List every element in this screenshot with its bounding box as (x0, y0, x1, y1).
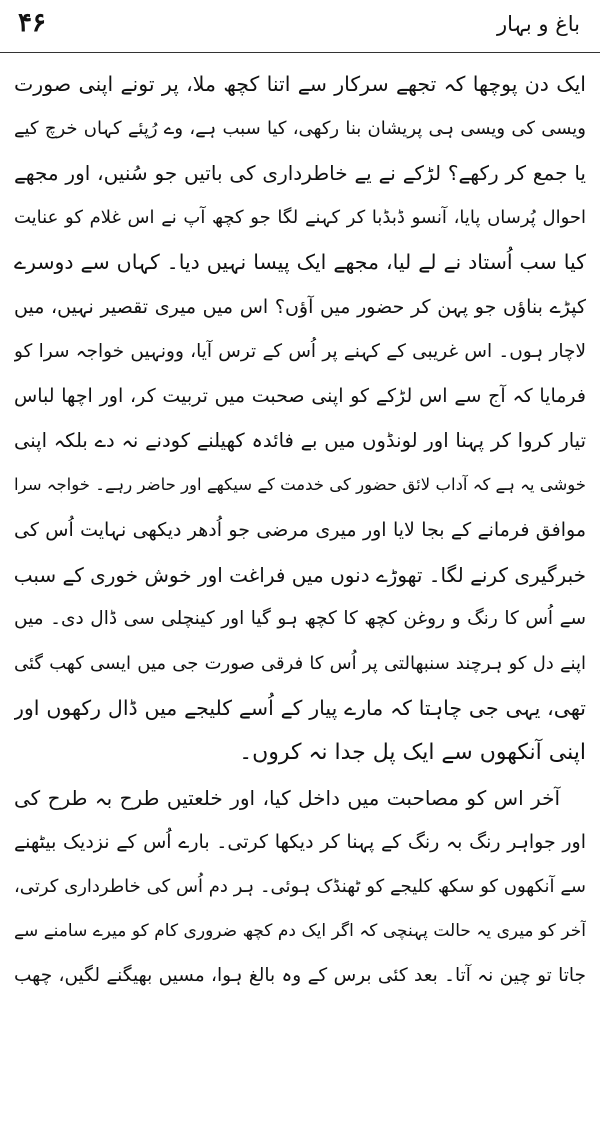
text-line: سے اُس کا رنگ و روغن کچھ کا کچھ ہو گیا اور کینچلی سی ڈال دی۔ میں (14, 608, 586, 630)
text-line: جاتا تو چین نہ آتا۔ بعد کئی برس کے وہ بالغ ہوا، مسیں بھیگنے لگیں، چھب (14, 964, 586, 986)
text-line: تھی، یہی جی چاہتا کہ مارے پیار کے اُسے کلیجے میں ڈال رکھوں اور (14, 696, 586, 721)
text-line: ویسی کی ویسی ہی پریشان بنا رکھی، کیا سبب ہے، وے رُپئے کہاں خرچ کیے (14, 117, 586, 139)
page-header (0, 0, 600, 53)
text-line: خوشی یہ ہے کہ آداب لائق حضور کی خدمت کے سیکھے اور حاضر رہے۔ خواجہ سرا (14, 475, 586, 495)
text-line: کیا سب اُستاد نے لے لیا، مجھے ایک پیسا نہیں دیا۔ کہاں سے دوسرے (14, 250, 586, 275)
page-number: ۴۶ (18, 8, 46, 38)
text-line: لاچار ہوں۔ اس غریبی کے کہنے پر اُس کے ترس آیا، وونہیں خواجہ سرا کو (14, 340, 586, 362)
paragraph (14, 776, 586, 999)
text-line: سے آنکھوں کو سکھ کلیجے کو ٹھنڈک ہوئی۔ ہر دم اُس کی خاطرداری کرتی، (14, 875, 586, 897)
text-line: آخر کو میری یہ حالت پہنچی کہ اگر ایک دم کچھ ضروری کام کو میرے سامنے سے (14, 921, 586, 942)
text-line: کپڑے بناؤں جو پہن کر حضور میں آؤں؟ اس میں میری تقصیر نہیں، میں (14, 295, 586, 318)
running-title: باغ و بہار (497, 12, 580, 36)
text-line: فرمایا کہ آج سے اس لڑکے کو اپنی صحبت میں تربیت کر، اور اچھا لباس (14, 385, 586, 408)
text-line: احوال پُرساں پایا، آنسو ڈبڈبا کر کہنے لگا جو کچھ آپ نے اس غلام کو عنایت (14, 206, 586, 228)
text-line: ایک دن پوچھا کہ تجھے سرکار سے اتنا کچھ ملا، پر تونے اپنی صورت (14, 72, 586, 96)
text-line: یا جمع کر رکھے؟ لڑکے نے یے خاطرداری کی باتیں جو سُنیں، اور مجھے (14, 161, 586, 186)
paragraph (14, 62, 586, 776)
text-line: اپنی آنکھوں سے ایک پل جدا نہ کروں۔ (239, 739, 586, 765)
text-line: آخر اس کو مصاحبت میں داخل کیا، اور خلعتیں طرح بہ طرح کی (14, 785, 560, 810)
text-line: اور جواہر رنگ بہ رنگ کے پہنا کر دیکھا کرتی۔ بارے اُس کے نزدیک بیٹھنے (14, 831, 586, 854)
text-line: خبرگیری کرنے لگا۔ تھوڑے دنوں میں فراغت اور خوش خوری کے سبب (14, 562, 586, 587)
text-line: اپنے دل کو ہرچند سنبھالتی پر اُس کا فرقی صورت جی میں ایسی کھب گئی (14, 652, 586, 674)
text-line: تیار کروا کر پہنا اور لونڈوں میں بے فائدہ کھیلنے کودنے نہ دے بلکہ اپنی (14, 428, 586, 452)
text-line: موافق فرمانے کے بجا لایا اور میری مرضی جو اُدھر دیکھی نہایت اُس کی (14, 518, 586, 541)
page-body (14, 62, 586, 998)
